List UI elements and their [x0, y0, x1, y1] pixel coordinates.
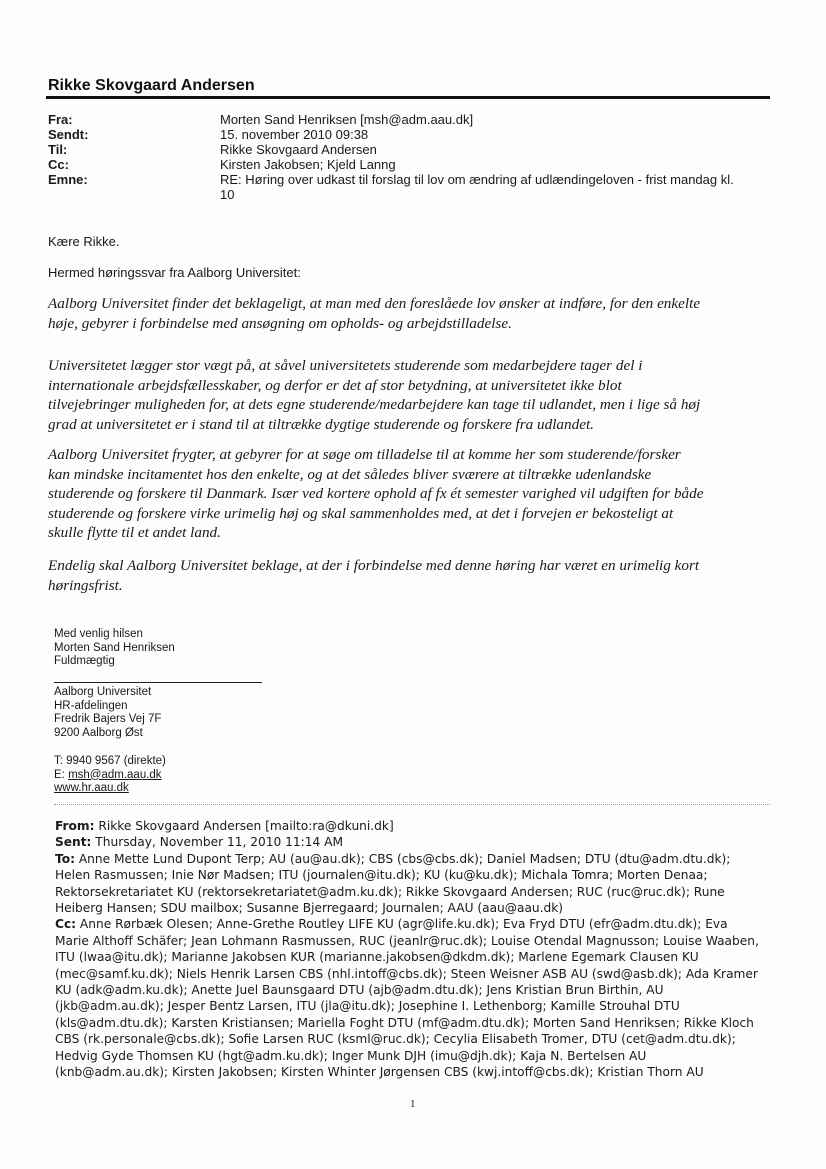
cc-label: Cc: [48, 157, 69, 172]
fwd-to-value: Anne Mette Lund Dupont Terp; AU (au@au.dk); CBS (cbs@cbs.dk); Daniel Madsen; DTU (dtu@adm.dtu.dk); [74, 851, 731, 866]
web-link[interactable]: www.hr.aau.dk [54, 782, 129, 794]
fwd-cc-value: Anne Rørbæk Olesen; Anne-Grethe Routley LIFE KU (agr@life.ku.dk); Eva Fryd DTU (efr@adm.dtu.dk); Eva [76, 917, 728, 932]
fwd-cc-line [55, 916, 770, 932]
fwd-to-cont: Rektorsekretariatet KU (rektorsekretariatet@adm.ku.dk); Rikke Skovgaard Andersen; RUC (ruc@ruc.dk); Rune [55, 884, 725, 899]
greeting: Kære Rikke. [48, 234, 120, 249]
fwd-cc-cont: Hedvig Gyde Thomsen KU (hgt@adm.ku.dk); Inger Munk DJH (imu@djh.dk); Kaja N. Bertelsen AU [55, 1048, 647, 1063]
cc-value: Kirsten Jakobsen; Kjeld Lanng [220, 157, 396, 172]
paragraph-line: høje, gebyrer i forbindelse med ansøgning om opholds- og arbejdstilladelse. [48, 314, 512, 332]
header-rule [46, 96, 770, 99]
intro: Hermed høringssvar fra Aalborg Universitet: [48, 265, 301, 280]
paragraph-1 [48, 294, 770, 333]
email-prefix: E: [54, 768, 69, 781]
fwd-sent-line [55, 834, 770, 850]
closing: Med venlig hilsen [54, 628, 143, 640]
signature-rule [54, 682, 262, 683]
paragraph-2 [48, 356, 770, 434]
separator [54, 804, 770, 805]
paragraph-line: Endelig skal Aalborg Universitet beklage, at der i forbindelse med denne høring har været en urimelig kort [48, 557, 700, 574]
signer-name: Morten Sand Henriksen [54, 641, 175, 654]
fwd-to-cont: Helen Rasmussen; Inie Nør Madsen; ITU (journalen@itu.dk); KU (ku@ku.dk); Michala Tomra; Morten Denaa; [55, 868, 708, 883]
paragraph-4 [48, 556, 770, 595]
city: 9200 Aalborg Øst [54, 726, 143, 739]
paragraph-line: studerende og forskere til Danmark. Især ved kortere ophold af fx ét semester varighed vil udgiften for både [48, 485, 704, 502]
email-link[interactable]: msh@adm.aau.dk [68, 768, 162, 781]
email-line [54, 769, 166, 783]
sender-name: Rikke Skovgaard Andersen [48, 77, 255, 94]
org: Aalborg Universitet [54, 686, 152, 698]
paragraph-line: høringsfrist. [48, 576, 123, 594]
paragraph-line: grad at universitetet er i stand til at tiltrække dygtige studerende og forskere fra udlandet. [48, 415, 594, 433]
fwd-cc-cont: CBS (rk.personale@cbs.dk); Sofie Larsen RUC (ksml@ruc.dk); Cecylia Elisabeth Tromer, DTU (cet@adm.dtu.dk); [55, 1032, 736, 1047]
fwd-to-label: To: [55, 851, 75, 866]
signature-contact [54, 755, 166, 796]
phone: T: 9940 9567 (direkte) [54, 755, 166, 767]
subject-value: RE: Høring over udkast til forslag til lov om ændring af udlændingeloven - frist mandag kl. [220, 172, 734, 187]
street: Fredrik Bajers Vej 7F [54, 713, 162, 725]
fwd-cc-cont: (knb@adm.au.dk); Kirsten Jakobsen; Kirsten Whinter Jørgensen CBS (kwj.intoff@cbs.dk); Kristian Thorn AU [55, 1065, 704, 1080]
page-number: 1 [410, 1098, 416, 1110]
paragraph-line: tilvejebringer muligheden for, at dets egne studerende/medarbejdere kan tage til udlandet, men i lige så høj [48, 396, 701, 413]
fwd-cc-cont: ITU (lwaa@itu.dk); Marianne Jakobsen KUR (marianne.jakobsen@dkdm.dk); Marlene Egemark Clausen KU [55, 950, 699, 965]
paragraph-line: Universitetet lægger stor vægt på, at såvel universitetets studerende som medarbejdere tager del i [48, 357, 643, 374]
subject-label: Emne: [48, 172, 88, 187]
paragraph-line: studerende og forskere virke urimelig høj og skal sammenholdes med, at det i forvejen er bekosteligt at [48, 504, 674, 522]
fwd-from-value: Rikke Skovgaard Andersen [mailto:ra@dkuni.dk] [94, 819, 394, 833]
from-label: Fra: [48, 112, 73, 127]
fwd-cc-cont: (kls@adm.dtu.dk); Karsten Kristiansen; Mariella Foght DTU (mf@adm.dtu.dk); Morten Sand Henriksen; Rikke Kloch [55, 1015, 754, 1030]
from-value: Morten Sand Henriksen [msh@adm.aau.dk] [220, 112, 474, 127]
paragraph-3 [48, 445, 770, 543]
sent-label: Sendt: [48, 127, 89, 142]
fwd-cc-cont: (jkb@adm.au.dk); Jesper Bentz Larsen, ITU (jla@itu.dk); Josephine I. Lethenborg; Kamille Strouhal DTU [55, 999, 680, 1014]
fwd-sent-value: Thursday, November 11, 2010 11:14 AM [91, 835, 343, 850]
fwd-cc-label: Cc: [55, 917, 77, 932]
paragraph-line: skulle flytte til et andet land. [48, 524, 221, 541]
paragraph-line: internationale arbejdsfællesskaber, og derfor er det af stor betydning, at universitetet ikke blot [48, 376, 622, 394]
signer-title: Fuldmægtig [54, 655, 115, 667]
paragraph-line: Aalborg Universitet frygter, at gebyrer for at søge om tilladelse til at komme her som studerende/forsker [48, 446, 681, 463]
fwd-sent-label: Sent: [55, 835, 92, 850]
fwd-cc-cont: (mec@samf.ku.dk); Niels Henrik Larsen CBS (nhl.intoff@cbs.dk); Steen Weisner ASB AU (swd@asb.dk); Ada Kramer [55, 966, 758, 981]
fwd-to-cont: Heiberg Hansen; SDU mailbox; Susanne Bjerregaard; Journalen; AAU (aau@aau.dk) [55, 901, 564, 916]
to-value: Rikke Skovgaard Andersen [220, 142, 377, 157]
fwd-from-line [55, 818, 770, 834]
fwd-cc-cont: Marie Althoff Schäfer; Jean Lohmann Rasmussen, RUC (jeanlr@ruc.dk); Louise Otendal Magnusson; Louise Waaben, [55, 933, 759, 948]
fwd-cc-cont: KU (adk@adm.ku.dk); Anette Juel Baunsgaard DTU (ajb@adm.dtu.dk); Jens Kristian Brun Birthin, AU [55, 983, 664, 998]
dept: HR-afdelingen [54, 699, 128, 712]
paragraph-line: kan mindske incitamentet hos den enkelte, og at det således bliver sværere at tiltrække udenlandske [48, 465, 652, 483]
to-label: Til: [48, 142, 68, 157]
sent-value: 15. november 2010 09:38 [220, 127, 369, 142]
signature-top [54, 628, 175, 669]
paragraph-line: Aalborg Universitet finder det beklageligt, at man med den foreslåede lov ønsker at indføre, for den enkelte [48, 295, 701, 312]
fwd-to-line [55, 851, 770, 867]
fwd-from-label: From: [55, 819, 95, 833]
forwarded-header [55, 818, 770, 1081]
subject-value-cont: 10 [220, 187, 235, 202]
signature-address [54, 686, 161, 740]
